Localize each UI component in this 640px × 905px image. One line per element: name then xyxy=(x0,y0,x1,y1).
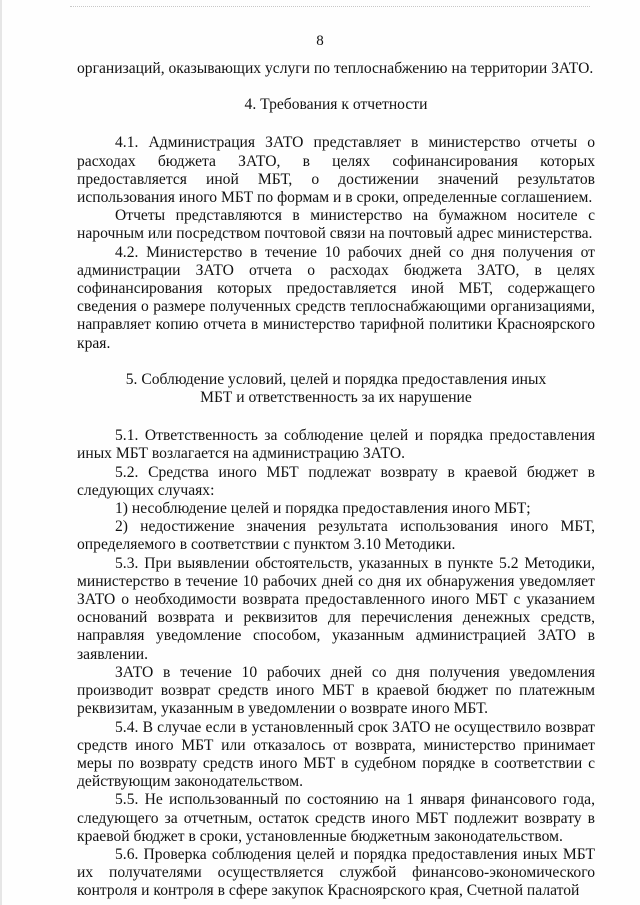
paragraph-5-2-item-1: 1) несоблюдение целей и порядка предоставления иного МБТ; xyxy=(115,500,531,518)
intro-line: организаций, оказывающих услуги по теплоснабжению на территории ЗАТО. xyxy=(77,60,594,77)
paragraph-5-2: 5.2. Средства иного МБТ подлежат возврату в краевой бюджет в следующих случаях: xyxy=(77,463,595,499)
paragraph-5-2-item-2: 2) недостижение значения результата использования иного МБТ, определяемого в соответствии с пунктом 3.10 Методики. xyxy=(77,518,595,554)
scan-top-mark xyxy=(70,6,590,9)
scan-edge xyxy=(0,0,2,905)
page-number: 8 xyxy=(316,33,324,49)
paragraph-4-1-reports: Отчеты представляются в министерство на бумажном носителе с нарочным или посредством почтовой связи на почтовый адрес министерства. xyxy=(77,207,595,243)
paragraph-4-2: 4.2. Министерство в течение 10 рабочих дней со дня получения от администрации ЗАТО отчета о расходах бюджета ЗАТО, в целях софинансирования которых предоставляется иной МБТ, содержащего сведения о размере полученных средств теплоснабжающими организациями, направляет копию отчета в министерство тарифной политики Красноярского края. xyxy=(77,243,595,352)
paragraph-5-1: 5.1. Ответственность за соблюдение целей и порядка предоставления иных МБТ возлагается на администрацию ЗАТО. xyxy=(77,427,595,463)
section-5-title-line2: МБТ и ответственность за их нарушение xyxy=(200,389,472,407)
paragraph-5-4: 5.4. В случае если в установленный срок ЗАТО не осуществило возврат средств иного МБТ или отказалось от возврата, министерство принимает меры по возврату средств иного МБТ в судебном порядке в соответствии с действующим законодательством. xyxy=(77,718,595,791)
paragraph-4-1: 4.1. Администрация ЗАТО представляет в министерство отчеты о расходах бюджета ЗАТО, в целях софинансирования которых предоставляется иной МБТ, о достижении значений результатов использования иного МБТ по формам и в сроки, определенные соглашением. xyxy=(77,134,595,207)
paragraph-5-6: 5.6. Проверка соблюдения целей и порядка предоставления иных МБТ их получателями осуществляется службой финансово-экономического контроля и контроля в сфере закупок Красноярского края, Счетной палатой xyxy=(77,845,595,900)
section-5-title-line1: 5. Соблюдение условий, целей и порядка предоставления иных xyxy=(125,370,547,388)
section-4-title: 4. Требования к отчетности xyxy=(244,96,428,114)
paragraph-5-3-return: ЗАТО в течение 10 рабочих дней со дня получения уведомления производит возврат средств иного МБТ в краевой бюджет по платежным реквизитам, указанным в уведомлении о возврате иного МБТ. xyxy=(77,663,595,718)
paragraph-5-3: 5.3. При выявлении обстоятельств, указанных в пункте 5.2 Методики, министерство в течение 10 рабочих дней со дня их обнаружения уведомляет ЗАТО о необходимости возврата предоставленного иного МБТ с указанием оснований возврата и реквизитов для перечисления денежных средств, направляя уведомление способом, указанным администрацией ЗАТО в заявлении. xyxy=(77,554,595,663)
document-body xyxy=(77,60,595,901)
paragraph-5-5: 5.5. Не использованный по состоянию на 1 января финансового года, следующего за отчетным, остаток средств иного МБТ подлежит возврату в краевой бюджет в сроки, установленные бюджетным законодательством. xyxy=(77,791,595,845)
